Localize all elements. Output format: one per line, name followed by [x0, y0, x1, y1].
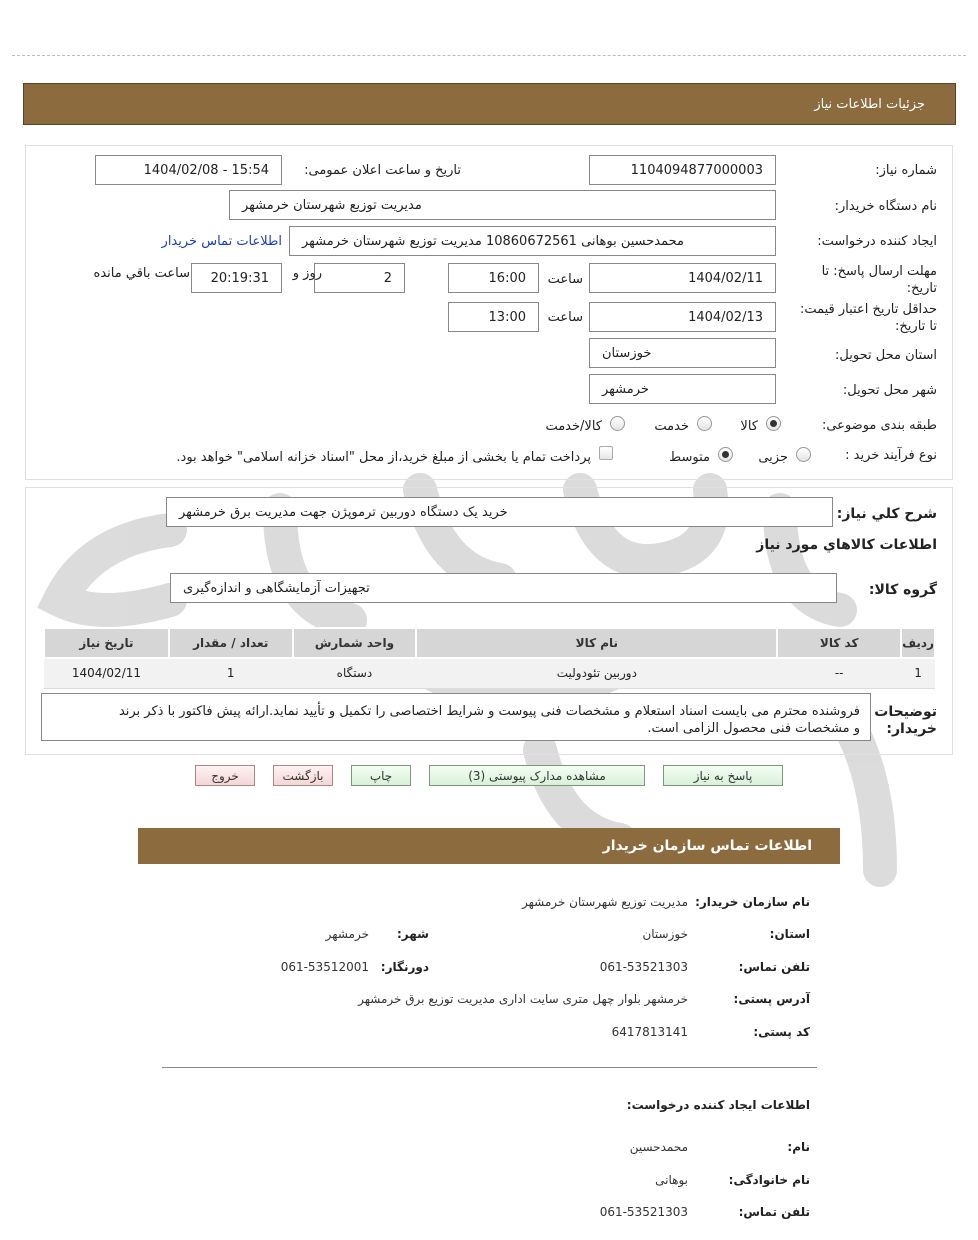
validity-time-label: ساعت	[547, 310, 583, 325]
buyer-org-label: نام دستگاه خریدار:	[834, 199, 937, 214]
page-header-bar	[23, 83, 956, 125]
cell-quantity: 1	[169, 658, 293, 688]
creator-phone-value: 061-53521303	[599, 1205, 688, 1219]
table-row	[44, 658, 935, 688]
category-radio-service[interactable]	[697, 416, 712, 431]
category-option-goods: کالا	[740, 419, 758, 434]
need-number-label: شماره نیاز:	[875, 163, 937, 178]
creator-family-label: نام خانوادگی:	[728, 1173, 810, 1187]
category-radio-goods[interactable]	[766, 416, 781, 431]
general-description-label: شرح كلي نياز:	[836, 506, 937, 522]
col-need-date: تاریخ نیاز	[44, 628, 169, 658]
category-label: طبقه بندی موضوعی:	[821, 418, 937, 433]
creator-family-value: بوهانی	[655, 1173, 688, 1187]
col-quantity: تعداد / مقدار	[169, 628, 293, 658]
deadline-time-field: 16:00	[448, 263, 539, 293]
goods-group-field: تجهیزات آزمایشگاهی و اندازه‌گیری	[170, 573, 837, 603]
col-goods-name: نام کالا	[416, 628, 777, 658]
buyer-contact-title: اطلاعات تماس سازمان خریدار	[602, 838, 812, 854]
process-radio-minor[interactable]	[796, 447, 811, 462]
cell-unit: دستگاه	[293, 658, 417, 688]
goods-table	[43, 627, 936, 689]
hours-remaining-field: 20:19:31	[191, 263, 282, 293]
city-label: شهر محل تحویل:	[842, 383, 937, 398]
contact-address-label: آدرس پستی:	[733, 992, 810, 1006]
deadline-date-field: 1404/02/11	[589, 263, 776, 293]
page-title: جزئیات اطلاعات نیاز	[814, 97, 925, 112]
contact-org-value: مدیریت توزیع شهرستان خرمشهر	[522, 895, 688, 909]
islamic-treasury-checkbox[interactable]	[599, 446, 613, 460]
creator-name-label: نام:	[787, 1140, 810, 1154]
cell-goods-name: دوربین تئودولیت	[416, 658, 777, 688]
contact-fax-value: 061-53512001	[280, 960, 369, 974]
buyer-notes-box	[41, 693, 871, 741]
contact-fax-label: دورنگار:	[380, 960, 429, 974]
cell-need-date: 1404/02/11	[44, 658, 169, 688]
view-attachments-button[interactable]: مشاهده مدارک پیوستی (3)	[429, 765, 645, 786]
col-row-number: رديف	[901, 628, 935, 658]
contact-org-label: نام سازمان خریدار:	[695, 895, 810, 909]
validity-time-field: 13:00	[448, 302, 539, 332]
contact-address-value: خرمشهر بلوار چهل متری سایت اداری مدیریت توزیع برق خرمشهر	[358, 992, 688, 1006]
deadline-label-line2: تاریخ:	[906, 281, 937, 296]
creator-field: محمدحسین بوهانی 10860672561 مدیریت توزیع شهرستان خرمشهر	[289, 226, 776, 256]
province-field: خوزستان	[589, 338, 776, 368]
buyer-notes-text-line1: فروشنده محترم می بایست اسناد استعلام و مشخصات فنی پیوست و شرایط اختصاصی را تکمیل و تأیید نماید.ارائه پیش فاکتور با ذکر برند	[118, 704, 860, 719]
creator-label: ایجاد کننده درخواست:	[817, 234, 937, 249]
process-label: نوع فرآیند خرید :	[845, 448, 937, 463]
goods-group-label: گروه کالا:	[868, 582, 937, 598]
category-option-goods-service: کالا/خدمت	[545, 419, 602, 434]
creator-phone-label: تلفن تماس:	[738, 1205, 810, 1219]
announce-date-label: تاریخ و ساعت اعلان عمومی:	[304, 163, 461, 178]
days-label: روز و	[292, 266, 322, 281]
contact-city-label: شهر:	[397, 927, 429, 941]
category-option-service: خدمت	[654, 419, 689, 434]
exit-button[interactable]: خروج	[195, 765, 255, 786]
contact-postal-value: 6417813141	[611, 1025, 688, 1039]
creator-info-title: اطلاعات ایجاد کننده درخواست:	[626, 1098, 810, 1112]
contact-postal-label: کد پستی:	[753, 1025, 810, 1039]
process-radio-medium[interactable]	[718, 447, 733, 462]
days-remaining-field: 2	[314, 263, 405, 293]
deadline-label-line1: مهلت ارسال پاسخ: تا	[821, 264, 937, 279]
province-label: استان محل تحویل:	[835, 348, 937, 363]
cell-row-number: 1	[901, 658, 935, 688]
process-option-minor: جزیی	[758, 450, 788, 465]
buyer-notes-text-line2: و مشخصات فنی محصول الزامی است.	[647, 721, 860, 736]
process-option-medium: متوسط	[669, 450, 710, 465]
contact-province-label: استان:	[769, 927, 810, 941]
back-button[interactable]: بازگشت	[273, 765, 333, 786]
contact-province-value: خوزستان	[642, 927, 688, 941]
validity-label-line2: تا تاریخ:	[895, 319, 937, 334]
reply-button[interactable]: پاسخ به نیاز	[663, 765, 783, 786]
buyer-notes-label-line2: خریدار:	[886, 721, 937, 737]
buyer-notes-label-line1: توضیحات	[874, 704, 937, 720]
category-radio-goods-service[interactable]	[610, 416, 625, 431]
validity-date-field: 1404/02/13	[589, 302, 776, 332]
cell-goods-code: --	[777, 658, 901, 688]
top-dashed-divider	[12, 55, 966, 56]
validity-label-line1: حداقل تاریخ اعتبار قیمت:	[799, 302, 937, 317]
need-number-field: 1104094877000003	[589, 155, 776, 185]
general-description-field: خرید یک دستگاه دوربین ترموپژن جهت مدیریت برق خرمشهر	[166, 497, 833, 527]
creator-name-value: محمدحسین	[629, 1140, 688, 1154]
col-goods-code: کد کالا	[777, 628, 901, 658]
contact-phone-label: تلفن تماس:	[738, 960, 810, 974]
city-field: خرمشهر	[589, 374, 776, 404]
goods-info-title: اطلاعات کالاهاي مورد نياز	[756, 537, 937, 553]
buyer-contact-bar	[138, 828, 840, 864]
col-unit: واحد شمارش	[293, 628, 417, 658]
contact-city-value: خرمشهر	[325, 927, 369, 941]
announce-date-field: 1404/02/08 - 15:54	[95, 155, 282, 185]
print-button[interactable]: چاپ	[351, 765, 411, 786]
buyer-contact-link[interactable]: اطلاعات تماس خریدار	[161, 234, 282, 249]
deadline-time-label: ساعت	[547, 272, 583, 287]
payment-note: پرداخت تمام یا بخشی از مبلغ خرید،از محل "اسناد خزانه اسلامی" خواهد بود.	[176, 450, 591, 465]
contact-divider	[162, 1067, 817, 1068]
contact-phone-value: 061-53521303	[599, 960, 688, 974]
remaining-label: ساعت باقي مانده	[93, 266, 190, 281]
buyer-org-field: مدیریت توزیع شهرستان خرمشهر	[229, 190, 776, 220]
